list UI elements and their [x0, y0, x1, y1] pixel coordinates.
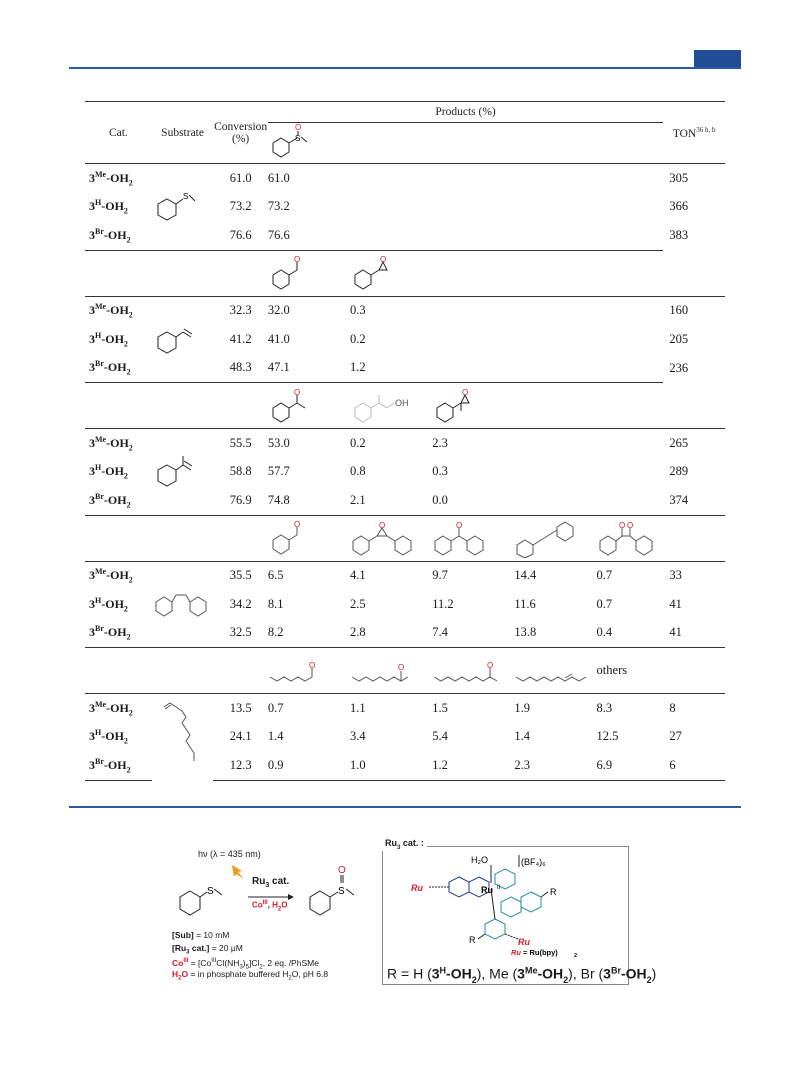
product-styrene-oxide [350, 250, 432, 296]
svg-text:O: O [293, 255, 301, 264]
svg-text:O: O [308, 660, 316, 670]
col-header-products: Products (%) [268, 102, 663, 123]
product-decan-2-one [350, 648, 432, 694]
product-benzil [597, 515, 664, 561]
svg-text:O: O [462, 387, 469, 397]
light-bolt-icon [232, 865, 244, 879]
svg-text:O: O [293, 520, 301, 529]
product-sulfoxide [268, 123, 350, 164]
results-table [85, 101, 725, 781]
condition-catalyst: [$Ru_3$ cat.] = 20 μM [172, 943, 243, 956]
svg-text:S: S [182, 191, 189, 201]
table-row: $3^{Me}-OH_2$ 35.5 6.5 4.1 9.7 14.4 0.7 33 [85, 561, 725, 590]
structure-row [85, 648, 725, 694]
svg-text:II: II [497, 885, 501, 891]
cat-me: $3^{Me}-OH_2$ [85, 164, 152, 193]
catalyst-above-arrow: $Ru_3$ cat. [252, 876, 290, 889]
table-row: $3^H-OH_2$ 24.1 1.4 3.4 5.4 1.4 12.5 27 [89, 728, 682, 746]
reagents-below-arrow: $Co^{III}$, $H_2O$ [252, 900, 288, 913]
svg-text:R: R [550, 887, 557, 897]
condition-cobalt: $Co^{III} = [Co^{III}Cl(NH_3)_5]Cl_2$, 2 eq. /PhSMe [172, 957, 319, 971]
svg-text:Ru: Ru [481, 885, 493, 895]
table-row: $3^H-OH_2$ 34.2 8.1 2.5 11.2 11.6 0.7 41 [89, 595, 682, 613]
svg-text:H₂O: H₂O [471, 855, 488, 865]
substrate-cis-decene [152, 694, 214, 781]
top-rule [69, 67, 741, 69]
svg-text:= Ru(bpy): = Ru(bpy) [523, 948, 558, 957]
svg-text:O: O [379, 521, 386, 530]
svg-text:O: O [338, 865, 346, 876]
table-row: $3^{Br}-OH_2$ 12.3 0.9 1.0 1.2 2.3 6.9 6 [85, 751, 725, 780]
svg-text:S: S [207, 886, 214, 897]
svg-text:O: O [294, 124, 302, 132]
condition-water: $H_2O$ = in phosphate buffered $H_2O$, pH 6.8 [172, 969, 329, 982]
table-row: $3^H-OH_2$ 41.2 41.0 0.2 205 [89, 330, 689, 348]
substrate-alpha-methylstyrene [152, 429, 214, 516]
col-header-substrate: Substrate [152, 102, 214, 164]
header-accent-tab [694, 50, 741, 67]
product-acetophenone [268, 383, 350, 429]
cat-br: $3^{Br}-OH_2$ [89, 226, 131, 244]
product-allyl-alcohol [350, 383, 432, 429]
structure-row [85, 515, 725, 561]
hv-label: hν (λ = 435 nm) [198, 849, 261, 859]
col-header-cat: Cat. [85, 102, 152, 164]
svg-text:O: O [293, 387, 301, 397]
substrate-thioanisole [152, 164, 214, 251]
svg-text:R: R [469, 935, 476, 945]
svg-text:O: O [618, 521, 625, 530]
reaction-arrow-diagram [172, 857, 377, 927]
col-header-conversion: Conversion (%) [213, 102, 267, 164]
svg-text:OH: OH [395, 397, 409, 408]
svg-text:Ru: Ru [511, 948, 521, 957]
svg-text:S: S [338, 886, 345, 897]
condition-substrate: [Sub] = 10 mM [172, 930, 230, 940]
table-row: $3^{Me}-OH_2$ 32.3 32.0 0.3 160 [85, 296, 725, 325]
catalyst-box-title: $Ru_3$ cat. : [382, 838, 427, 851]
structure-row [85, 383, 725, 429]
catalyst-structure-diagram [383, 847, 628, 962]
product-methyl-epoxide [432, 383, 514, 429]
header-row [85, 102, 725, 123]
table-row: $3^{Br}-OH_2$ 76.9 74.8 2.1 0.0 374 [89, 491, 689, 509]
product-trans-decene [514, 648, 596, 694]
cat-h: $3^H-OH_2$ [89, 198, 128, 216]
svg-text:O: O [380, 255, 387, 264]
svg-text:Ru: Ru [411, 883, 423, 893]
svg-text:2: 2 [574, 953, 578, 959]
arrow-icon [288, 894, 294, 900]
svg-text:Ru: Ru [518, 937, 530, 947]
product-decan-3-one [432, 648, 514, 694]
product-decanal [268, 648, 350, 694]
svg-text:O: O [487, 660, 494, 670]
table-row: $3^{Me}-OH_2$ 13.5 0.7 1.1 1.5 1.9 8.3 8 [85, 694, 725, 723]
table-row: $3^{Br}-OH_2$ 32.5 8.2 2.8 7.4 13.8 0.4 41 [89, 624, 682, 642]
catalyst-structure-box [382, 846, 657, 985]
r-group-definition: R = H $(3^H-OH_2)$, Me $(3^{Me}-OH_2)$, Br $(3^{Br}-OH_2)$ [387, 965, 657, 985]
svg-text:O: O [398, 662, 405, 672]
svg-text:O: O [456, 521, 463, 530]
table-row: $3^{Me}-OH_2$ S 61.0 61.0 305 [85, 164, 725, 193]
bottom-rule [69, 806, 741, 808]
product-stilbene-oxide [350, 515, 432, 561]
col-header-ton: $TON^{36 h, b}$ [663, 102, 725, 164]
product-benzophenone [432, 515, 514, 561]
svg-text:S: S [294, 134, 301, 143]
others-label: others [597, 648, 664, 694]
product-benzaldehyde-2 [268, 515, 350, 561]
svg-text:O: O [626, 521, 633, 530]
svg-text:(BF₄)₆: (BF₄)₆ [521, 857, 546, 867]
product-benzaldehyde [268, 250, 350, 296]
table-row: $3^{Br}-OH_2$ 76.6 76.6 383 [85, 221, 725, 250]
table-row: $3^{Br}-OH_2$ 48.3 47.1 1.2 236 [89, 359, 689, 377]
product-trans-stilbene [514, 515, 596, 561]
reaction-scheme [172, 843, 377, 993]
table-row: $3^H-OH_2$ 58.8 57.7 0.8 0.3 289 [89, 463, 689, 481]
table-row: $3^{Me}-OH_2$ 55.5 53.0 0.2 2.3 265 [85, 429, 725, 458]
table-row: $3^H-OH_2$ 73.2 73.2 366 [85, 193, 725, 222]
substrate-cis-stilbene [152, 561, 214, 648]
substrate-styrene [152, 296, 214, 383]
structure-row [85, 250, 725, 296]
